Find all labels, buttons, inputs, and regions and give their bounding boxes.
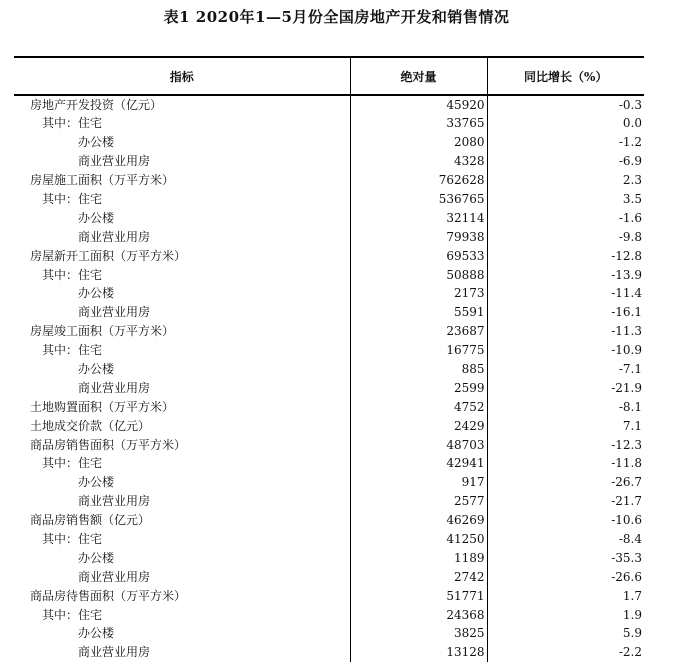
- row-value: 79938: [350, 227, 487, 246]
- row-value: 24368: [350, 605, 487, 624]
- row-yoy: -8.4: [618, 532, 642, 547]
- row-yoy: -13.9: [611, 267, 642, 282]
- row-label: 商业营业用房: [14, 492, 350, 511]
- row-yoy: -0.3: [618, 98, 642, 112]
- row-value: 42941: [350, 454, 487, 473]
- row-yoy: -8.1: [618, 399, 642, 414]
- row-value: 45920: [350, 95, 487, 114]
- row-label: 商业营业用房: [14, 378, 350, 397]
- header-absolute: 绝对量: [350, 57, 487, 95]
- table-row: [14, 435, 644, 454]
- row-yoy: -6.9: [618, 154, 642, 169]
- table-row: [14, 530, 644, 549]
- table-row: [14, 605, 644, 624]
- header-indicator: 指标: [14, 57, 350, 95]
- row-value: 13128: [350, 643, 487, 662]
- row-label: 商业营业用房: [14, 303, 350, 322]
- table-row: [14, 190, 644, 209]
- table-row: [14, 303, 644, 322]
- row-label: 商品房销售额（亿元）: [14, 511, 350, 530]
- table-row: [14, 416, 644, 435]
- table-row: [14, 360, 644, 379]
- real-estate-table: [14, 56, 644, 662]
- row-yoy: -26.7: [611, 475, 642, 490]
- row-label: 办公楼: [14, 473, 350, 492]
- row-value: 2599: [350, 378, 487, 397]
- row-yoy: 7.1: [622, 418, 642, 433]
- row-yoy: -1.2: [618, 135, 642, 150]
- row-label: 其中：住宅: [14, 530, 350, 549]
- row-label: 商品房销售面积（万平方米）: [14, 435, 350, 454]
- table-row: [14, 643, 644, 662]
- row-value: 33765: [350, 114, 487, 133]
- header-yoy: 同比增长（%）: [524, 69, 608, 84]
- row-label: 其中：住宅: [14, 454, 350, 473]
- table-row: [14, 171, 644, 190]
- table-row: [14, 152, 644, 171]
- row-value: 69533: [350, 246, 487, 265]
- row-label: 其中：住宅: [14, 605, 350, 624]
- row-value: 917: [350, 473, 487, 492]
- row-label: 房地产开发投资（亿元）: [14, 95, 350, 114]
- row-label: 办公楼: [14, 548, 350, 567]
- row-value: 4752: [350, 397, 487, 416]
- row-value: 4328: [350, 152, 487, 171]
- row-value: 46269: [350, 511, 487, 530]
- row-label: 办公楼: [14, 624, 350, 643]
- row-yoy: -11.4: [611, 286, 642, 301]
- row-yoy: -21.9: [611, 380, 642, 395]
- row-value: 32114: [350, 208, 487, 227]
- row-label: 房屋竣工面积（万平方米）: [14, 322, 350, 341]
- row-yoy: -10.6: [611, 513, 642, 528]
- table-row: [14, 397, 644, 416]
- row-value: 885: [350, 360, 487, 379]
- row-value: 41250: [350, 530, 487, 549]
- table-row: [14, 95, 644, 114]
- table-row: [14, 133, 644, 152]
- row-value: 3825: [350, 624, 487, 643]
- row-label: 办公楼: [14, 360, 350, 379]
- header-row: [14, 57, 644, 95]
- row-label: 其中：住宅: [14, 190, 350, 209]
- row-value: 762628: [350, 171, 487, 190]
- row-yoy: -7.1: [618, 362, 642, 377]
- row-yoy: -11.8: [611, 456, 642, 471]
- row-value: 50888: [350, 265, 487, 284]
- table-row: [14, 322, 644, 341]
- row-yoy: -12.8: [611, 248, 642, 263]
- table-row: [14, 586, 644, 605]
- table-body: [14, 95, 644, 662]
- row-yoy: 3.5: [622, 192, 642, 206]
- row-label: 其中：住宅: [14, 114, 350, 133]
- row-yoy: -1.6: [618, 210, 642, 225]
- row-label: 房屋施工面积（万平方米）: [14, 171, 350, 190]
- row-yoy: -11.3: [611, 324, 642, 339]
- row-value: 5591: [350, 303, 487, 322]
- table-title: 表1 2020年1—5月份全国房地产开发和销售情况: [163, 8, 510, 26]
- row-value: 23687: [350, 322, 487, 341]
- table-row: [14, 473, 644, 492]
- table-row: [14, 378, 644, 397]
- row-label: 办公楼: [14, 208, 350, 227]
- row-label: 商业营业用房: [14, 643, 350, 662]
- row-label: 土地成交价款（亿元）: [14, 416, 350, 435]
- table-row: [14, 454, 644, 473]
- table-row: [14, 548, 644, 567]
- table-row: [14, 208, 644, 227]
- row-label: 商业营业用房: [14, 567, 350, 586]
- row-value: 2080: [350, 133, 487, 152]
- row-label: 房屋新开工面积（万平方米）: [14, 246, 350, 265]
- row-value: 536765: [350, 190, 487, 209]
- row-label: 商业营业用房: [14, 152, 350, 171]
- row-yoy: 1.7: [622, 588, 642, 603]
- table-row: [14, 492, 644, 511]
- row-value: 2742: [350, 567, 487, 586]
- row-label: 办公楼: [14, 133, 350, 152]
- table-row: [14, 567, 644, 586]
- row-label: 商品房待售面积（万平方米）: [14, 586, 350, 605]
- table-row: [14, 114, 644, 133]
- table-row: [14, 624, 644, 643]
- row-yoy: 0.0: [622, 116, 642, 131]
- row-yoy: 2.3: [622, 173, 642, 188]
- row-value: 2429: [350, 416, 487, 435]
- row-yoy: -16.1: [611, 305, 642, 320]
- table-row: [14, 265, 644, 284]
- row-yoy: -9.8: [618, 229, 642, 244]
- row-label: 商业营业用房: [14, 227, 350, 246]
- row-yoy: -2.2: [618, 645, 642, 660]
- table-row: [14, 227, 644, 246]
- table-header: [14, 57, 644, 95]
- row-yoy: -21.7: [611, 494, 642, 509]
- row-value: 2173: [350, 284, 487, 303]
- row-yoy: -26.6: [611, 569, 642, 584]
- table-row: [14, 511, 644, 530]
- row-label: 办公楼: [14, 284, 350, 303]
- row-value: 1189: [350, 548, 487, 567]
- row-yoy: -12.3: [611, 437, 642, 452]
- row-label: 土地购置面积（万平方米）: [14, 397, 350, 416]
- row-yoy: -35.3: [611, 550, 642, 565]
- row-value: 48703: [350, 435, 487, 454]
- table-row: [14, 246, 644, 265]
- row-value: 16775: [350, 341, 487, 360]
- row-label: 其中：住宅: [14, 265, 350, 284]
- row-yoy: 5.9: [622, 626, 642, 641]
- row-yoy: -10.9: [611, 343, 642, 358]
- row-label: 其中：住宅: [14, 341, 350, 360]
- row-value: 2577: [350, 492, 487, 511]
- table-row: [14, 341, 644, 360]
- row-value: 51771: [350, 586, 487, 605]
- row-yoy: 1.9: [622, 607, 642, 622]
- table-row: [14, 284, 644, 303]
